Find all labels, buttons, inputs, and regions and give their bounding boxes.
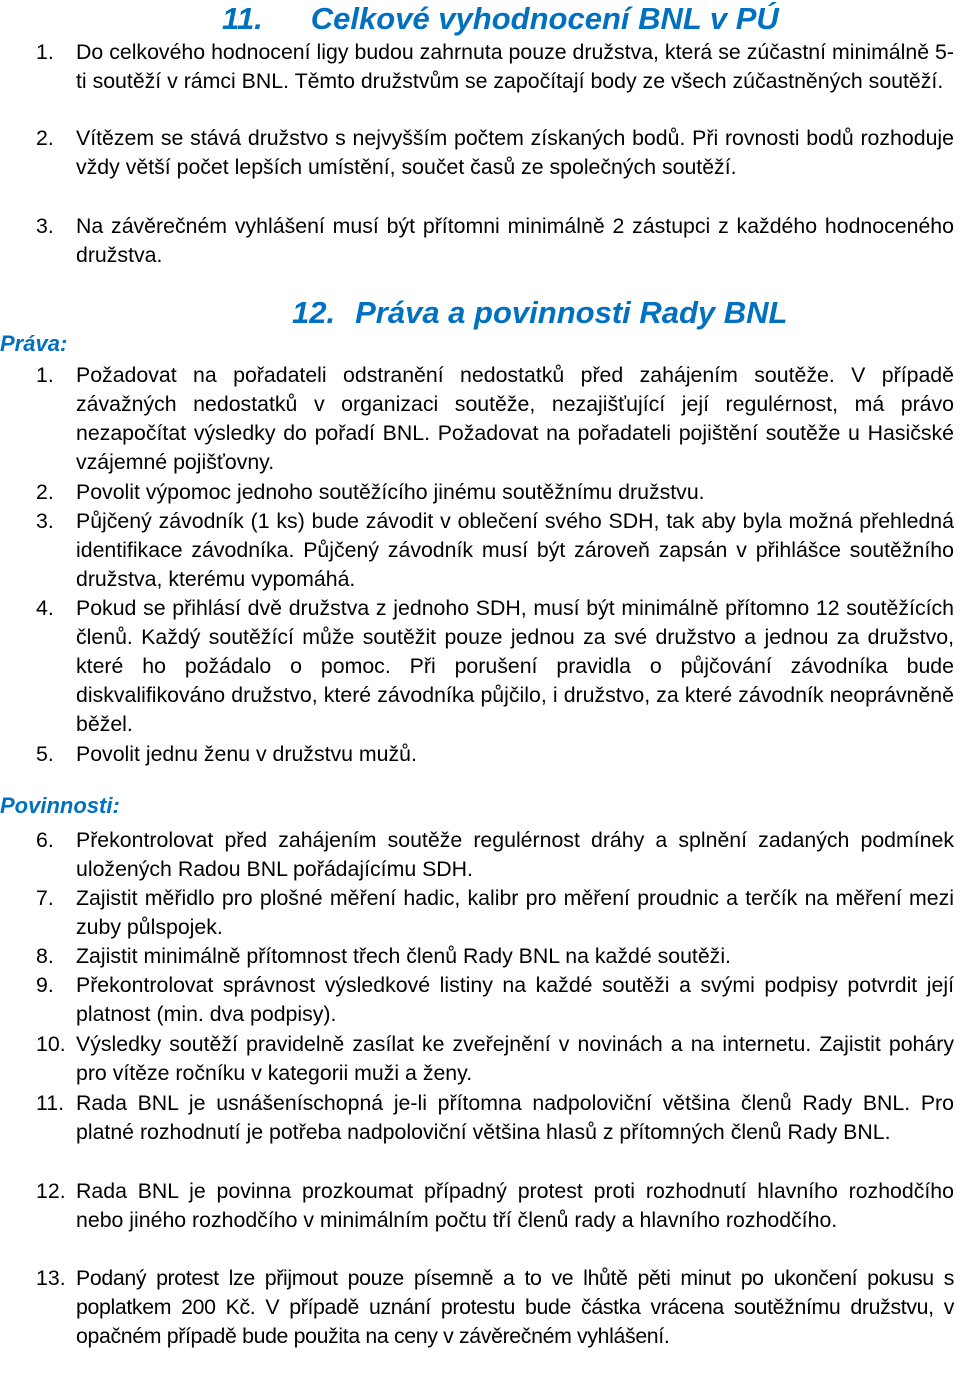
item-number: 10. (36, 1032, 66, 1056)
item-number: 3. (36, 509, 54, 533)
item-text: Povolit výpomoc jednoho soutěžícího jinému soutěžnímu družstvu. (76, 480, 705, 504)
item-text: Překontrolovat správnost výsledkové listiny na každé soutěži a svými podpisy potvrdit její platnost (min. dva podpisy). (76, 973, 954, 1026)
item-number: 12. (36, 1179, 66, 1203)
item-number: 1. (36, 363, 54, 387)
section-11-number: 11. (222, 1, 263, 36)
item-number: 4. (36, 596, 54, 620)
section-11-heading (222, 2, 779, 36)
duties-item-6 (36, 826, 954, 884)
item-number: 2. (36, 126, 54, 150)
item-text: Do celkového hodnocení ligy budou zahrnuta pouze družstva, která se zúčastní minimálně 5-ti soutěží v rámci BNL. Těmto družstvům se započítají body ze všech zúčastněných soutěží. (76, 40, 954, 93)
item-number: 5. (36, 742, 54, 766)
section-11-item-3 (36, 212, 954, 270)
rights-item-2 (36, 478, 954, 507)
item-number: 7. (36, 886, 54, 910)
item-number: 3. (36, 214, 54, 238)
rights-item-5 (36, 740, 954, 769)
duties-item-10 (36, 1030, 954, 1088)
rights-label: Práva: (0, 331, 68, 356)
duties-item-12 (36, 1177, 954, 1235)
item-number: 6. (36, 828, 54, 852)
item-text: Rada BNL je usnášeníschopná je-li přítomna nadpoloviční většina členů Rady BNL. Pro platné rozhodnutí je potřeba nadpoloviční většina hlasů z přítomných členů Rady BNL. (76, 1091, 954, 1144)
item-text: Vítězem se stává družstvo s nejvyšším počtem získaných bodů. Při rovnosti bodů rozhoduje vždy větší počet lepších umístění, součet časů ze společných soutěží. (76, 126, 954, 179)
section-12-heading (292, 296, 788, 330)
section-11-title: Celkové vyhodnocení BNL v PÚ (310, 1, 779, 36)
section-12-title: Práva a povinnosti Rady BNL (355, 295, 788, 330)
item-text: Zajistit minimálně přítomnost třech členů Rady BNL na každé soutěži. (76, 944, 731, 968)
rights-item-4 (36, 594, 954, 739)
item-number: 13. (36, 1266, 66, 1290)
duties-item-13 (36, 1264, 954, 1351)
item-number: 8. (36, 944, 54, 968)
section-12-number: 12. (292, 295, 336, 330)
item-number: 1. (36, 40, 54, 64)
duties-item-11 (36, 1089, 954, 1147)
duties-item-7 (36, 884, 954, 942)
item-text: Pokud se přihlásí dvě družstva z jednoho SDH, musí být minimálně přítomno 12 soutěžících členů. Každý soutěžící může soutěžit pouze jednou za své družstvo a jednou za družstvo, které ho požádalo o pomoc. Při porušení pravidla o půjčování závodníka bude diskvalifikováno družstvo, které závodníka půjčilo, i družstvo, za které závodník neoprávněně běžel. (76, 596, 954, 736)
item-text: Na závěrečném vyhlášení musí být přítomni minimálně 2 zástupci z každého hodnoceného družstva. (76, 214, 954, 267)
item-text: Zajistit měřidlo pro plošné měření hadic, kalibr pro měření proudnic a terčík na měření mezi zuby půlspojek. (76, 886, 954, 939)
duties-label: Povinnosti: (0, 793, 120, 818)
item-text: Půjčený závodník (1 ks) bude závodit v oblečení svého SDH, tak aby byla možná přehledná identifikace závodníka. Půjčený závodník musí být zároveň zapsán v přihlášce soutěžního družstva, kterému vypomáhá. (76, 509, 954, 591)
item-text: Rada BNL je povinna prozkoumat případný protest proti rozhodnutí hlavního rozhodčího nebo jiného rozhodčího v minimálním počtu tří členů rady a hlavního rozhodčího. (76, 1179, 954, 1232)
item-text: Povolit jednu ženu v družstvu mužů. (76, 742, 417, 766)
section-11-item-1 (36, 38, 954, 96)
rights-item-1 (36, 361, 954, 477)
section-11-item-2 (36, 124, 954, 182)
duties-item-9 (36, 971, 954, 1029)
item-text: Požadovat na pořadateli odstranění nedostatků před zahájením soutěže. V případě závažných nedostatků v organizaci soutěže, nezajišťující její regulérnost, má právo nezapočítat výsledky do pořadí BNL. Požadovat na pořadateli pojištění soutěže u Hasičské vzájemné pojišťovny. (76, 363, 954, 474)
duties-item-8 (36, 942, 954, 971)
item-number: 9. (36, 973, 54, 997)
item-text: Výsledky soutěží pravidelně zasílat ke zveřejnění v novinách a na internetu. Zajistit poháry pro vítěze ročníku v kategorii muži a ženy. (76, 1032, 954, 1085)
item-number: 11. (36, 1091, 65, 1115)
rights-item-3 (36, 507, 954, 594)
item-text: Překontrolovat před zahájením soutěže regulérnost dráhy a splnění zadaných podmínek uložených Radou BNL pořádajícímu SDH. (76, 828, 954, 881)
item-number: 2. (36, 480, 54, 504)
item-text: Podaný protest lze přijmout pouze písemně a to ve lhůtě pěti minut po ukončení pokusu s poplatkem 200 Kč. V případě uznání protestu bude částka vrácena soutěžnímu družstvu, v opačném případě bude použita na ceny v závěrečném vyhlášení. (76, 1266, 954, 1348)
